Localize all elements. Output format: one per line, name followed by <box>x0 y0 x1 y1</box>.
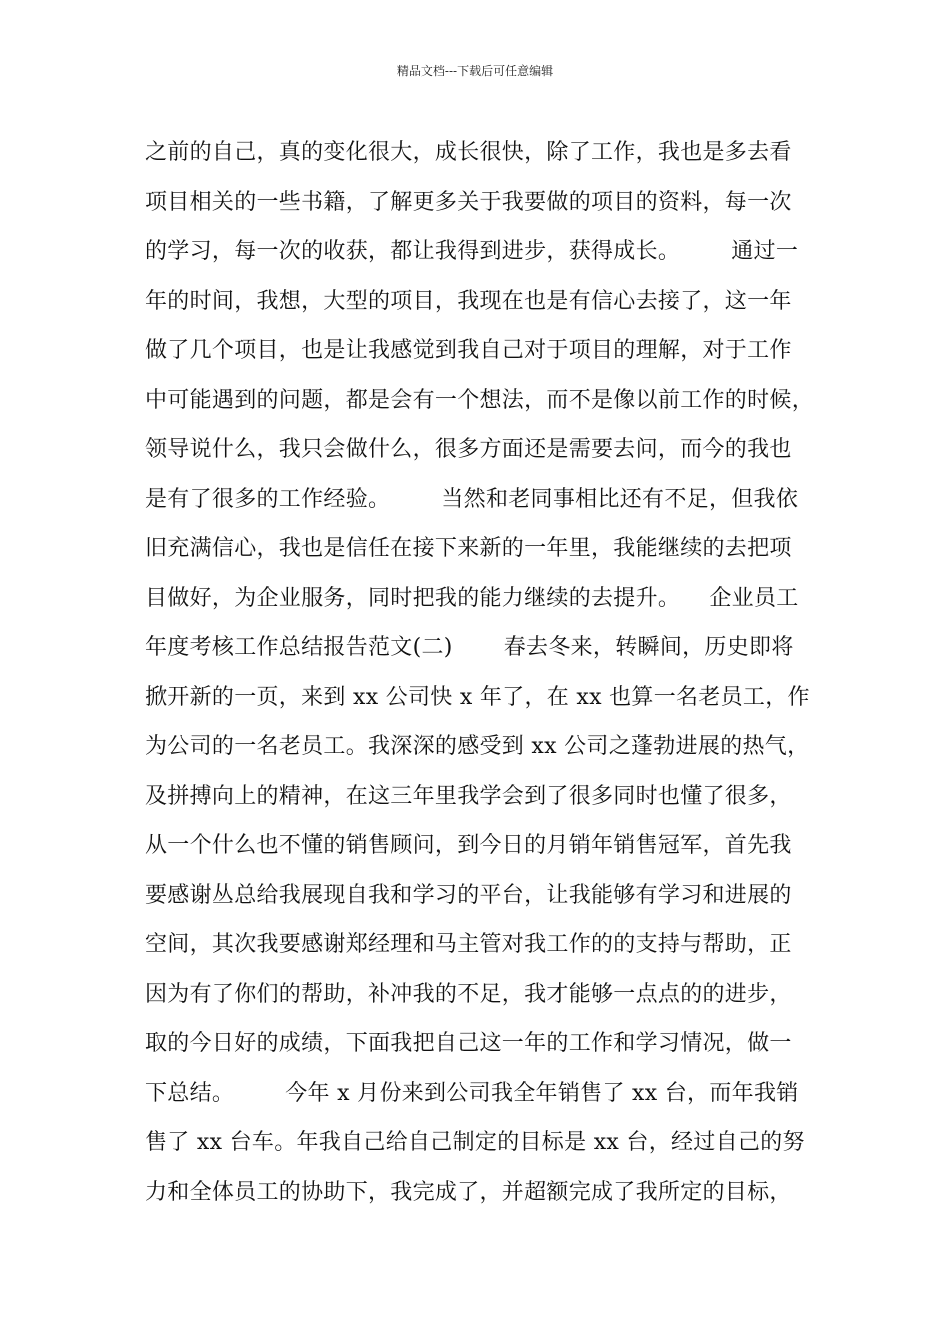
page-header: 精品文档---下载后可任意编辑 <box>396 64 554 78</box>
text-line: 旧充满信心，我也是信任在接下来新的一年里，我能继续的去把项 <box>145 536 792 561</box>
text-line: 从一个什么也不懂的销售顾问，到今日的月销年销售冠军，首先我 <box>145 833 792 858</box>
text-line: 取的今日好的成绩，下面我把自己这一年的工作和学习情况，做一 <box>145 1031 792 1056</box>
document-body <box>145 128 825 1217</box>
text-line: 售了 xx 台车。年我自己给自己制定的目标是 xx 台，经过自己的努 <box>145 1130 805 1155</box>
text-line: 年的时间，我想，大型的项目，我现在也是有信心去接了，这一年 <box>145 288 792 314</box>
text-line: 要感谢丛总给我展现自我和学习的平台，让我能够有学习和进展的 <box>145 882 792 908</box>
text-line: 为公司的一名老员工。我深深的感受到 xx 公司之蓬勃进展的热气， <box>145 734 810 759</box>
text-line: 力和全体员工的协助下，我完成了，并超额完成了我所定的目标， <box>145 1179 792 1205</box>
text-line: 的学习，每一次的收获，都让我得到进步，获得成长。 通过一 <box>145 239 799 264</box>
text-line: 做了几个项目，也是让我感觉到我自己对于项目的理解，对于工作 <box>145 338 792 363</box>
text-line: 空间，其次我要感谢郑经理和马主管对我工作的的支持与帮助，正 <box>145 932 792 957</box>
text-line: 目做好，为企业服务，同时把我的能力继续的去提升。 企业员工 <box>145 585 799 611</box>
text-line: 项目相关的一些书籍，了解更多关于我要做的项目的资料，每一次 <box>145 189 792 215</box>
text-line: 是有了很多的工作经验。 当然和老同事相比还有不足，但我依 <box>145 486 799 512</box>
text-line: 掀开新的一页，来到 xx 公司快 x 年了，在 xx 也算一名老员工，作 <box>145 684 810 710</box>
text-line: 之前的自己，真的变化很大，成长很快，除了工作，我也是多去看 <box>145 140 792 165</box>
text-line: 年度考核工作总结报告范文(二) 春去冬来，转瞬间，历史即将 <box>145 635 794 660</box>
text-line: 及拼搏向上的精神，在这三年里我学会到了很多同时也懂了很多， <box>145 783 792 809</box>
text-line: 领导说什么，我只会做什么，很多方面还是需要去问，而今的我也 <box>145 437 792 462</box>
text-line: 因为有了你们的帮助，补冲我的不足，我才能够一点点的的进步， <box>145 981 792 1007</box>
text-line: 中可能遇到的问题，都是会有一个想法，而不是像以前工作的时候， <box>145 387 815 413</box>
text-line: 下总结。 今年 x 月份来到公司我全年销售了 xx 台，而年我销 <box>145 1080 799 1106</box>
